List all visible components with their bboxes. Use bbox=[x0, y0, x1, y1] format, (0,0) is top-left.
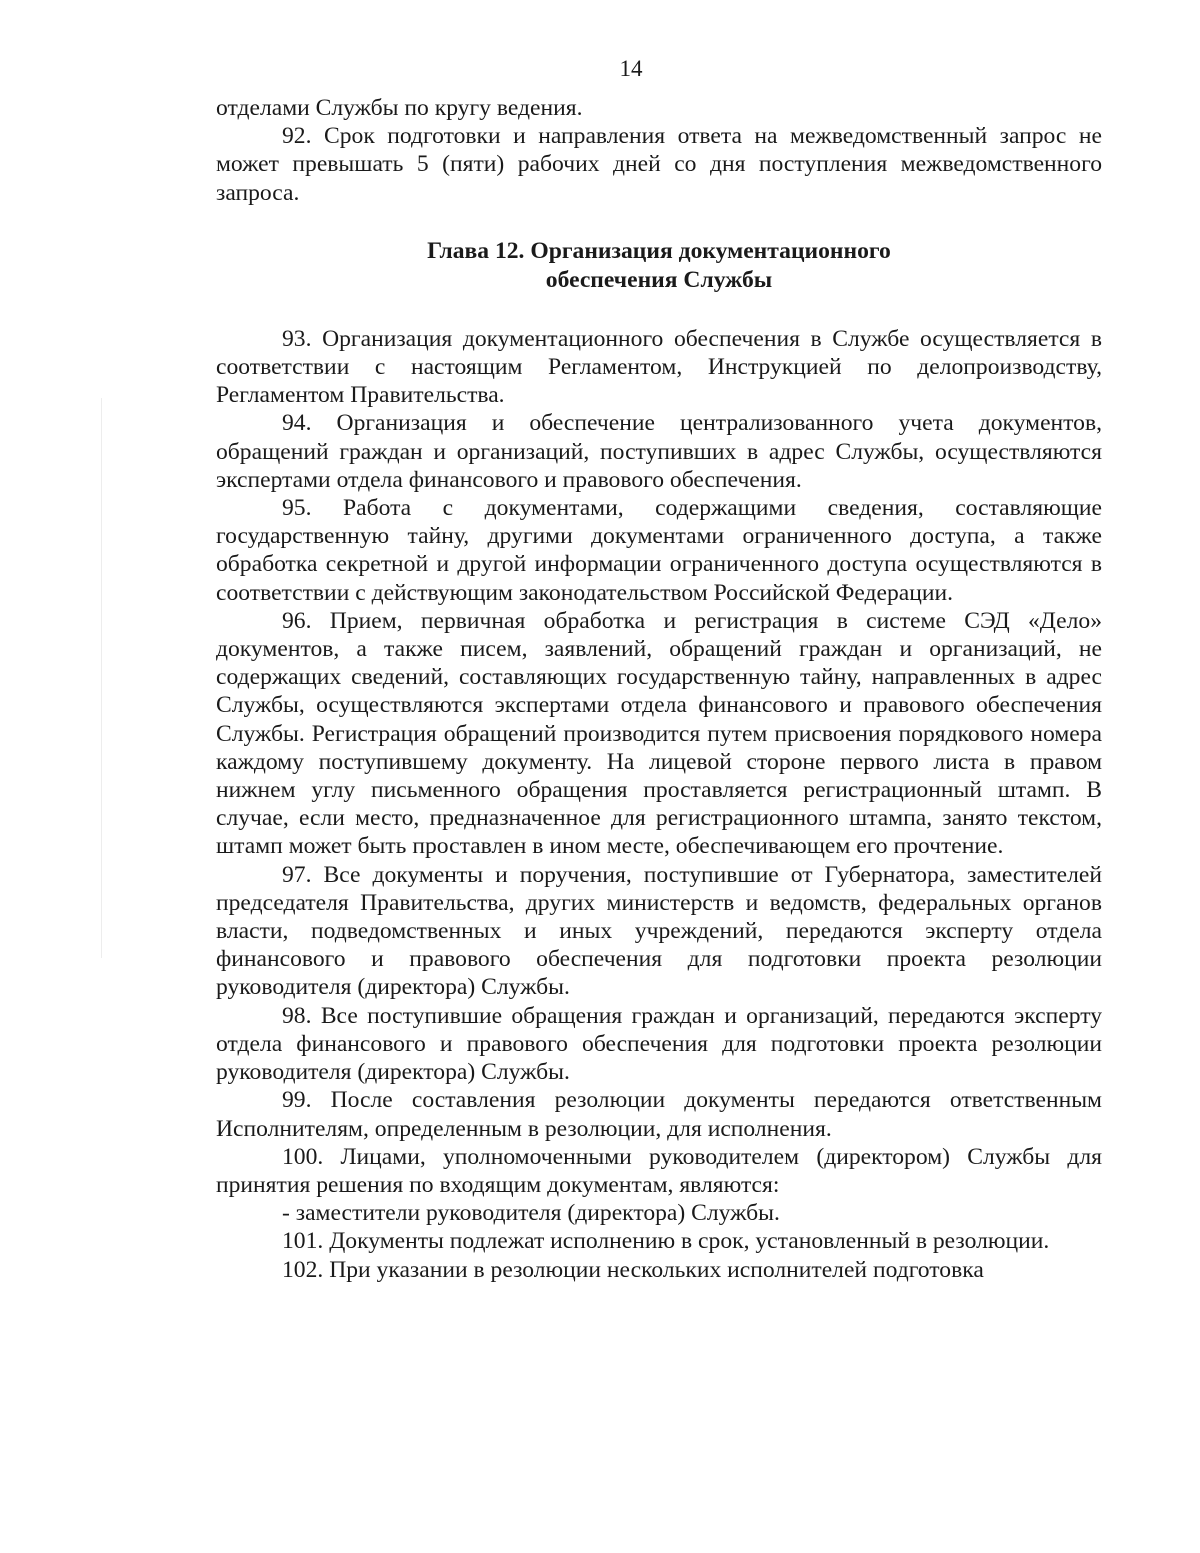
paragraph-continuation: отделами Службы по кругу ведения. bbox=[216, 95, 583, 121]
page-number: 14 bbox=[619, 56, 643, 81]
chapter-heading-line-1: Глава 12. Организация документационного bbox=[427, 237, 891, 264]
chapter-heading bbox=[216, 237, 1102, 295]
paragraph-98: 98. Все поступившие обращения граждан и организаций, передаются эксперту отдела финансового и правового обеспечения для подготовки проекта резолюции руководителя (директора) Службы. bbox=[216, 1002, 1102, 1086]
paragraph-100-list-item: - заместители руководителя (директора) Службы. bbox=[282, 1200, 780, 1227]
chapter-heading-line-2: обеспечения Службы bbox=[545, 266, 773, 293]
paragraph-97: 97. Все документы и поручения, поступившие от Губернатора, заместителей председателя Правительства, других министерств и ведомств, федеральных органов власти, подведомственных и иных учреждений, передаются эксперту отдела финансового и правового обеспечения для подготовки проекта резолюции руководителя (директора) Службы. bbox=[216, 861, 1102, 1001]
paragraph-101: 101. Документы подлежат исполнению в срок, установленный в резолюции. bbox=[282, 1228, 1050, 1255]
paragraph-99: 99. После составления резолюции документы передаются ответственным Исполнителям, определенным в резолюции, для исполнения. bbox=[216, 1087, 1102, 1142]
paragraph-92: 92. Срок подготовки и направления ответа на межведомственный запрос не может превышать 5 (пяти) рабочих дней со дня поступления межведомственного запроса. bbox=[216, 123, 1102, 206]
paragraph-94: 94. Организация и обеспечение централизованного учета документов, обращений граждан и организаций, поступивших в адрес Службы, осуществляются экспертами отдела финансового и правового обеспечения. bbox=[216, 410, 1102, 493]
paragraph-93: 93. Организация документационного обеспечения в Службе осуществляется в соответствии с настоящим Регламентом, Инструкцией по делопроизводству, Регламентом Правительства. bbox=[216, 325, 1102, 409]
document-body bbox=[216, 94, 1102, 1284]
scan-artifact-line bbox=[101, 398, 102, 958]
paragraph-96: 96. Прием, первичная обработка и регистрация в системе СЭД «Дело» документов, а также писем, заявлений, обращений граждан и организаций, не содержащих сведений, составляющих государственную тайну, направленных в адрес Службы, осуществляются экспертами отдела финансового и правового обеспечения Службы. Регистрация обращений производится путем присвоения порядкового номера каждому поступившему документу. На лицевой стороне первого листа в правом нижнем углу письменного обращения проставляется регистрационный штамп. В случае, если место, предназначенное для регистрационного штампа, занято текстом, штамп может быть проставлен в ином месте, обеспечивающем его прочтение. bbox=[216, 607, 1102, 860]
paragraph-100: 100. Лицами, уполномоченными руководителем (директором) Службы для принятия решения по входящим документам, являются: bbox=[216, 1143, 1102, 1198]
paragraph-95: 95. Работа с документами, содержащими сведения, составляющие государственную тайну, другими документами ограниченного доступа, а также обработка секретной и другой информации ограниченного доступа осуществляются в соответствии с действующим законодательством Российской Федерации. bbox=[216, 495, 1102, 606]
paragraph-102: 102. При указании в резолюции нескольких исполнителей подготовка bbox=[282, 1256, 984, 1283]
